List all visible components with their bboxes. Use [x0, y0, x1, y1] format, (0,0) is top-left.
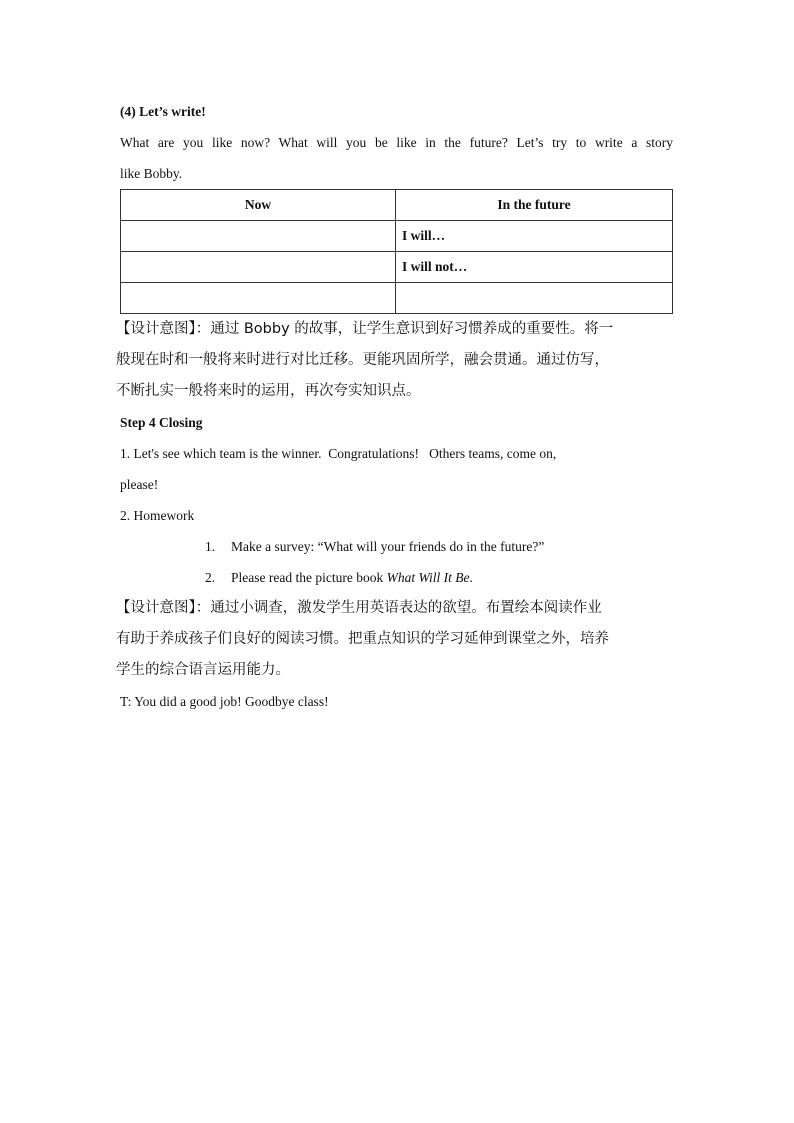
farewell-line: T: You did a good job! Goodbye class!: [120, 694, 329, 709]
homework-item-2: 2. Please read the picture book What Will It Be.: [120, 562, 673, 593]
design-intent-1-line-3: 不断扎实一般将来时的运用，再次夸实知识点。: [116, 383, 421, 399]
write-intro-line-1: What are you like now? What will you be like in the future? Let’s try to write a story: [120, 135, 673, 150]
homework-number: 1.: [205, 539, 216, 554]
closing-item-1-line-2: please!: [120, 477, 159, 492]
table-cell: [121, 283, 396, 314]
table-header-now: Now: [121, 190, 396, 221]
table-row: [121, 221, 673, 252]
design-intent-1: [116, 314, 676, 407]
section-heading-write: (4) Let’s write!: [120, 104, 206, 119]
homework-number: 2.: [205, 570, 216, 585]
table-cell: [396, 283, 673, 314]
design-intent-label: 【设计意图】：: [116, 321, 211, 337]
design-intent-2-line-1: 【设计意图】：通过小调查，激发学生用英语表达的欲望。布置绘本阅读作业: [116, 600, 602, 616]
book-title: What Will It Be: [386, 570, 470, 585]
closing-item-1-line-1: 1. Let's see which team is the winner. Congratulations! Others teams, come on,: [120, 446, 557, 461]
design-intent-label: 【设计意图】：: [116, 600, 211, 616]
table-cell: [121, 252, 396, 283]
document-page: [116, 96, 673, 717]
table-cell: I will…: [396, 221, 673, 252]
table-cell: I will not…: [396, 252, 673, 283]
table-row: [121, 283, 673, 314]
design-intent-1-line-1: 【设计意图】：通过 Bobby 的故事，让学生意识到好习惯养成的重要性。将一: [116, 321, 614, 337]
story-table: [120, 189, 673, 314]
design-intent-2-line-2: 有助于养成孩子们良好的阅读习惯。把重点知识的学习延伸到课堂之外，培养: [116, 631, 609, 647]
table-header-row: [121, 190, 673, 221]
closing-item-2: 2. Homework: [120, 508, 195, 523]
table-row: [121, 252, 673, 283]
design-intent-1-line-2: 般现在时和一般将来时进行对比迁移。更能巩固所学，融会贯通。通过仿写，: [116, 352, 609, 368]
table-cell: [121, 221, 396, 252]
table-header-future: In the future: [396, 190, 673, 221]
design-intent-2-line-3: 学生的综合语言运用能力。: [116, 662, 290, 678]
write-intro-line-2: like Bobby.: [120, 166, 183, 181]
closing-heading: Step 4 Closing: [120, 415, 203, 430]
design-intent-2: [116, 593, 676, 686]
homework-item-1: 1. Make a survey: “What will your friends do in the future?”: [120, 531, 673, 562]
